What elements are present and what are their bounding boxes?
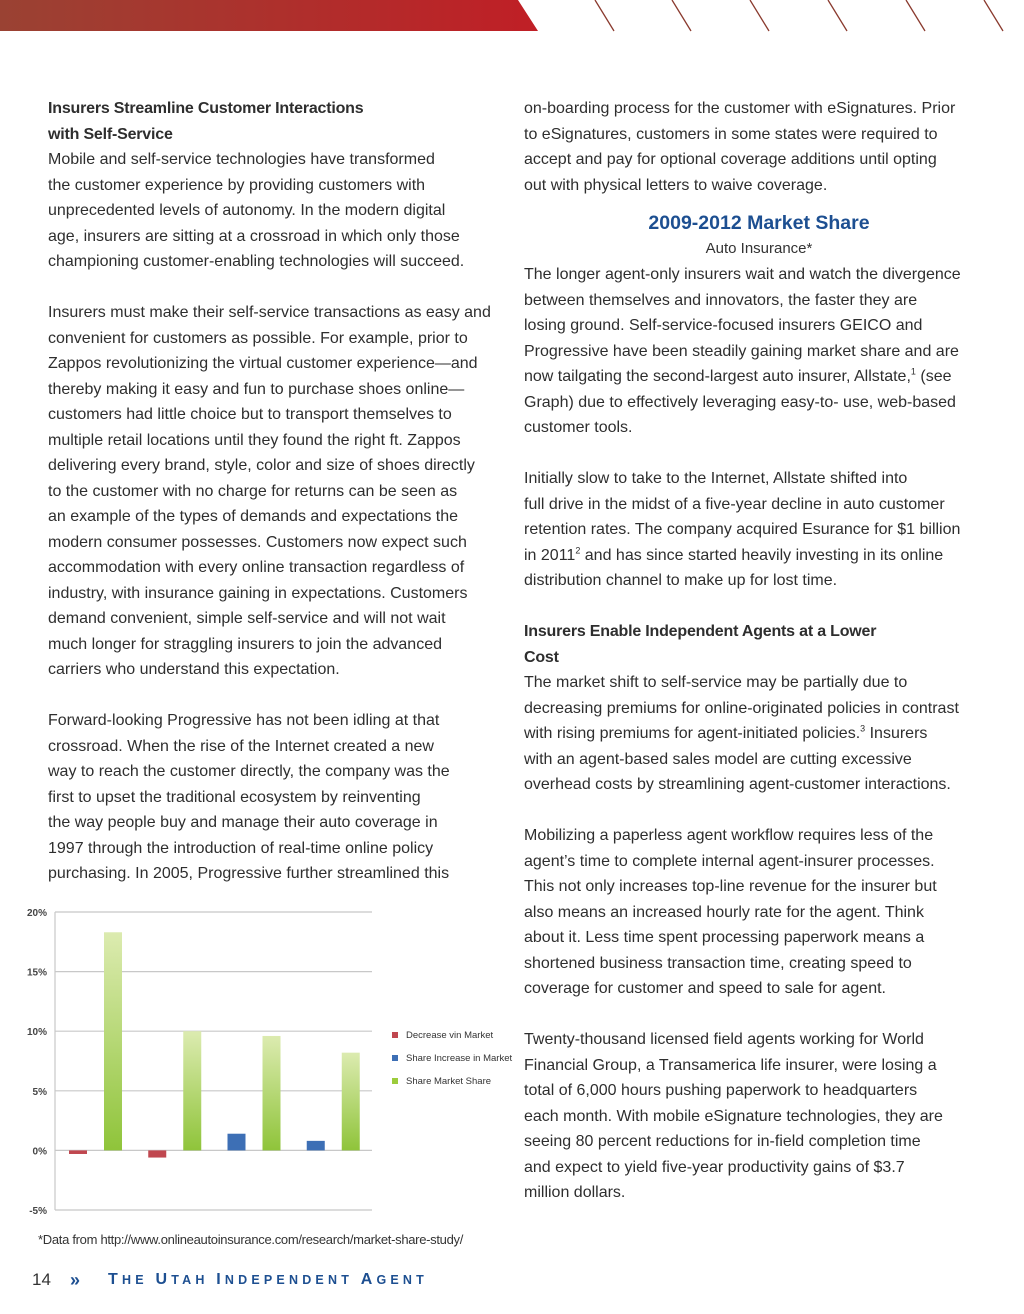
y-tick-label: 20% — [26, 908, 47, 919]
text-fragment: and has since started heavily investing in its online — [580, 546, 944, 564]
bar — [307, 1141, 325, 1151]
text-line: unprecedented levels of autonomy. In the modern digital — [48, 202, 446, 219]
paragraph-allstate — [524, 466, 994, 594]
text-line: retention rates. The company acquired Esurance for $1 billion — [524, 521, 961, 538]
legend-swatch — [392, 1078, 398, 1084]
paragraph-divergence — [524, 262, 994, 441]
legend-swatch — [392, 1032, 398, 1038]
paragraph-world-financial — [524, 1027, 994, 1206]
text-line: Zappos revolutionizing the virtual customer experience—and — [48, 355, 478, 372]
text-line: demand convenient, simple self-service and will not wait — [48, 610, 446, 627]
text-line: the way people buy and manage their auto coverage in — [48, 814, 438, 831]
text-line: modern consumer possesses. Customers now expect such — [48, 533, 467, 551]
text-fragment: in 2011 — [524, 546, 576, 564]
bar — [104, 932, 122, 1150]
right-column — [524, 96, 994, 1206]
chart-subheading: Auto Insurance* — [705, 240, 813, 257]
text-line: decreasing premiums for online-originated policies in contrast — [524, 699, 959, 717]
bar — [69, 1150, 87, 1154]
text-line: much longer for straggling insurers to join the advanced — [48, 635, 442, 653]
text-line: way to reach the customer directly, the company was the — [48, 763, 450, 780]
heading-line: with Self-Service — [48, 125, 173, 143]
text-line: Initially slow to take to the Internet, Allstate shifted into — [524, 470, 908, 487]
footnote-ref-1: 1 — [910, 366, 916, 377]
text-line: carriers who understand this expectation. — [48, 661, 340, 678]
text-fragment: Insurers — [865, 725, 928, 742]
text-line: on-boarding process for the customer with eSignatures. Prior — [524, 100, 956, 117]
text-line: 1997 through the introduction of real-time online policy — [48, 839, 434, 857]
text-line: convenient for customers as possible. For example, prior to — [48, 329, 468, 347]
text-line — [524, 543, 994, 569]
y-tick-label: 10% — [26, 1027, 47, 1039]
text-line: Forward-looking Progressive has not been idling at that — [48, 712, 440, 729]
footnote-ref-3: 3 — [860, 723, 866, 734]
text-line: Mobilizing a paperless agent workﬂow requires less of the — [524, 827, 934, 844]
legend-swatch — [392, 1055, 398, 1061]
page-number: 14 — [32, 1270, 51, 1289]
text-line: customer tools. — [524, 419, 633, 436]
text-line: Mobile and self-service technologies have transformed — [48, 151, 435, 168]
text-line: age, insurers are sitting at a crossroad in which only those — [48, 227, 460, 245]
text-line: with an agent-based sales model are cutting excessive — [524, 750, 912, 768]
bar — [342, 1053, 360, 1151]
paragraph-intro — [524, 96, 994, 198]
text-line: about it. Less time spent processing paperwork means a — [524, 929, 925, 946]
paragraph-1 — [48, 147, 518, 275]
bar — [228, 1134, 246, 1151]
text-line — [524, 364, 994, 390]
text-line: multiple retail locations until they found the right ft. Zappos — [48, 431, 461, 449]
text-line: industry, with insurance gaining in expectations. Customers — [48, 584, 468, 602]
text-line: out with physical letters to waive coverage. — [524, 176, 828, 194]
y-tick-label: -5% — [29, 1206, 47, 1217]
footnote-ref-2: 2 — [575, 545, 581, 556]
y-tick-label: 15% — [26, 967, 47, 979]
bar — [148, 1150, 166, 1157]
text-line: million dollars. — [524, 1184, 626, 1201]
left-column — [48, 96, 518, 887]
text-line: also means an increased hourly rate for the agent. Think — [524, 903, 924, 921]
bar — [183, 1031, 201, 1150]
text-line: the customer experience by providing customers with — [48, 176, 426, 194]
text-line: accommodation with every online transaction regardless of — [48, 559, 465, 576]
text-line: full drive in the midst of a ﬁve-year decline in auto customer — [524, 495, 945, 513]
magazine-title: THE UTAH INDEPENDENT AGENT — [108, 1271, 428, 1288]
heading-line: Insurers Streamline Customer Interactions — [48, 100, 364, 117]
text-line: total of 6,000 hours pushing paperwork to headquarters — [524, 1082, 918, 1099]
y-tick-label: 0% — [32, 1146, 47, 1158]
legend-label: Share Market Share — [406, 1076, 492, 1087]
text-line: and expect to yield ﬁve-year productivity gains of $3.7 — [524, 1158, 905, 1176]
text-line: crossroad. When the rise of the Internet created a new — [48, 737, 434, 755]
heading-line: Insurers Enable Independent Agents at a Lower — [524, 623, 877, 640]
text-line: each month. With mobile eSignature technologies, they are — [524, 1107, 943, 1125]
text-line: accept and pay for optional coverage additions until opting — [524, 151, 937, 168]
chart-heading: 2009-2012 Market Share — [648, 212, 870, 234]
text-line: This not only increases top-line revenue for the insurer but — [524, 878, 937, 895]
text-line: distribution channel to make up for lost time. — [524, 572, 838, 589]
text-line: ﬁrst to upset the traditional ecosystem by reinventing — [48, 788, 421, 806]
text-line: purchasing. In 2005, Progressive further streamlined this — [48, 865, 450, 882]
text-line: agent’s time to complete internal agent-insurer processes. — [524, 852, 935, 870]
section-heading-independent-agents — [524, 619, 994, 670]
text-fragment: (see — [915, 368, 952, 385]
text-line: Graph) due to effectively leveraging easy-to- use, web-based — [524, 393, 956, 411]
market-share-bar-chart — [0, 898, 520, 1228]
text-line: delivering every brand, style, color and size of shoes directly — [48, 457, 475, 474]
text-line: to the customer with no charge for returns can be seen as — [48, 482, 458, 500]
text-fragment: with rising premiums for agent-initiated policies. — [524, 725, 861, 742]
text-line: customers had little choice but to transport themselves to — [48, 406, 452, 423]
text-line: Progressive have been steadily gaining market share and are — [524, 342, 959, 360]
paragraph-paperless — [524, 823, 994, 1002]
legend-label: Share Increase in Market — [406, 1053, 513, 1064]
text-fragment: now tailgating the second-largest auto insurer, Allstate, — [524, 368, 911, 385]
text-line: The market shift to self-service may be partially due to — [524, 674, 908, 691]
text-line: coverage for customer and speed to sale for agent. — [524, 980, 886, 997]
data-source-footnote: *Data from http://www.onlineautoinsurance.com/research/market-share-study/ — [38, 1232, 464, 1247]
text-line: Twenty-thousand licensed ﬁeld agents working for World — [524, 1031, 924, 1048]
text-line: Insurers must make their self-service transactions as easy and — [48, 304, 491, 321]
legend-label: Decrease vin Market — [406, 1030, 494, 1041]
paragraph-market-shift — [524, 670, 994, 798]
text-line: championing customer-enabling technologies will succeed. — [48, 253, 465, 270]
text-line: The longer agent-only insurers wait and watch the divergence — [524, 266, 961, 283]
text-line — [524, 721, 994, 747]
text-line: overhead costs by streamlining agent-customer interactions. — [524, 776, 951, 793]
text-line: to eSignatures, customers in some states were required to — [524, 125, 938, 143]
top-banner — [0, 0, 1024, 32]
text-line: losing ground. Self-service-focused insurers GEICO and — [524, 317, 923, 334]
text-line: seeing 80 percent reductions for in-ﬁeld completion time — [524, 1133, 921, 1150]
paragraph-2 — [48, 300, 518, 683]
text-line: thereby making it easy and fun to purchase shoes online— — [48, 380, 465, 398]
text-line: shortened business transaction time, creating speed to — [524, 954, 912, 972]
heading-line: Cost — [524, 648, 559, 666]
text-line: an example of the types of demands and expectations the — [48, 508, 459, 525]
bar — [263, 1036, 281, 1150]
section-heading-self-service — [48, 96, 518, 147]
chevron-icon: » — [70, 1269, 81, 1290]
paragraph-3 — [48, 708, 518, 887]
text-line: between themselves and innovators, the faster they are — [524, 291, 918, 309]
page-footer — [32, 1268, 428, 1292]
text-line: Financial Group, a Transamerica life insurer, were losing a — [524, 1056, 937, 1074]
y-tick-label: 5% — [32, 1086, 47, 1098]
